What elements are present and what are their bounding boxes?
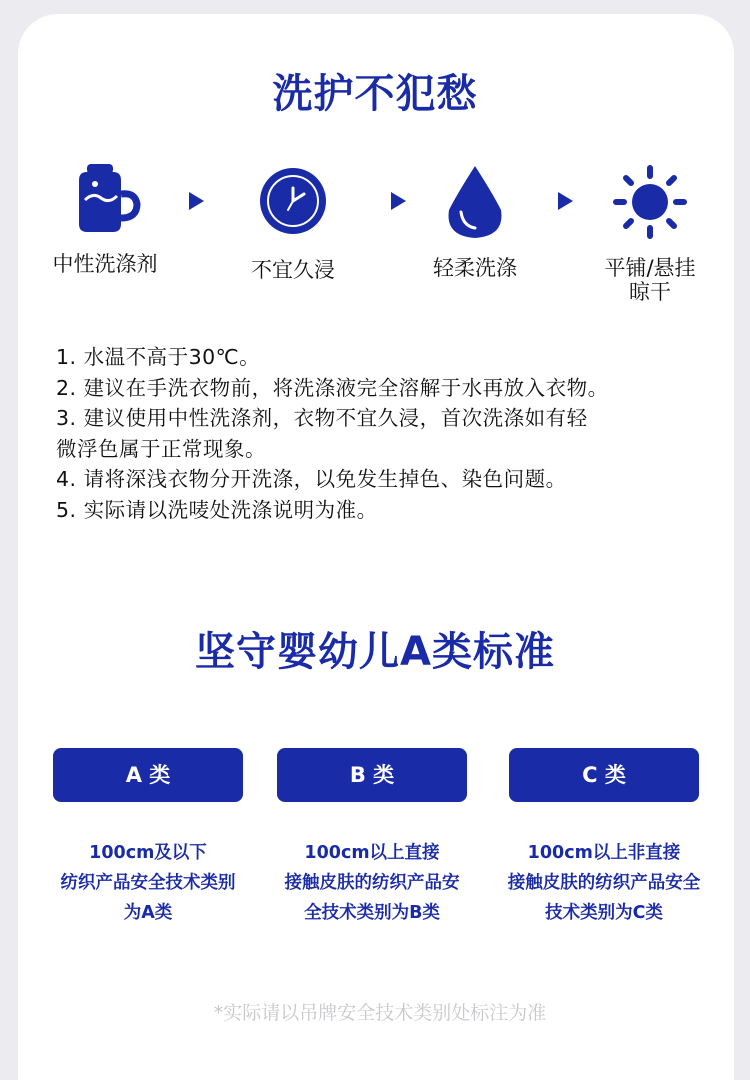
desc-line: 纺织产品安全技术类别	[60, 873, 236, 893]
class-c-badge: C 类	[509, 748, 699, 802]
desc-line: 为A类	[123, 903, 173, 923]
clock-icon	[258, 166, 328, 236]
tip-line: 3. 建议使用中性洗涤剂，衣物不宜久浸，首次洗涤如有轻	[56, 406, 588, 430]
desc-line: 接触皮肤的纺织产品安	[284, 873, 460, 893]
step-label-line: 平铺/悬挂	[604, 256, 696, 280]
class-c-description	[489, 838, 719, 928]
tip-line: 1. 水温不高于30℃。	[56, 345, 261, 369]
tip-line: 微浮色属于正常现象。	[56, 436, 266, 461]
desc-line: 100cm以上非直接	[527, 843, 681, 863]
desc-line: 技术类别为C类	[545, 903, 663, 923]
desc-line: 全技术类别为B类	[304, 903, 440, 923]
step-gentle-wash	[400, 164, 550, 280]
care-tips	[56, 342, 716, 525]
desc-line: 100cm以上直接	[304, 843, 440, 863]
step-label	[575, 256, 725, 304]
step-label: 轻柔洗涤	[433, 256, 517, 280]
tip-line: 5. 实际请以洗唛处洗涤说明为准。	[56, 497, 378, 522]
class-a-description	[33, 838, 263, 928]
step-detergent	[30, 162, 180, 276]
class-a-badge: A 类	[53, 748, 243, 802]
tip-line: 2. 建议在手洗衣物前，将洗涤液完全溶解于水再放入衣物。	[56, 375, 609, 400]
desc-line: 100cm及以下	[89, 843, 207, 863]
step-label: 不宜久浸	[251, 258, 335, 282]
mug-icon	[65, 162, 145, 234]
desc-line: 接触皮肤的纺织产品安全	[507, 873, 701, 893]
step-label-line: 晾干	[629, 280, 671, 304]
standard-title: 坚守婴幼儿A类标准	[195, 629, 555, 675]
step-label: 中性洗涤剂	[52, 252, 158, 276]
step-no-soak	[218, 166, 368, 282]
play-arrow-icon	[186, 190, 206, 212]
class-b-badge: B 类	[277, 748, 467, 802]
water-drop-icon	[445, 164, 505, 240]
footnote: *实际请以吊牌安全技术类别处标注为准	[213, 1002, 547, 1024]
tip-line: 4. 请将深浅衣物分开洗涤，以免发生掉色、染色问题。	[56, 467, 567, 491]
step-dry-flat	[575, 164, 725, 304]
play-arrow-icon	[555, 190, 575, 212]
class-b-description	[257, 838, 487, 928]
care-title: 洗护不犯愁	[272, 71, 478, 117]
sun-icon	[612, 164, 688, 240]
